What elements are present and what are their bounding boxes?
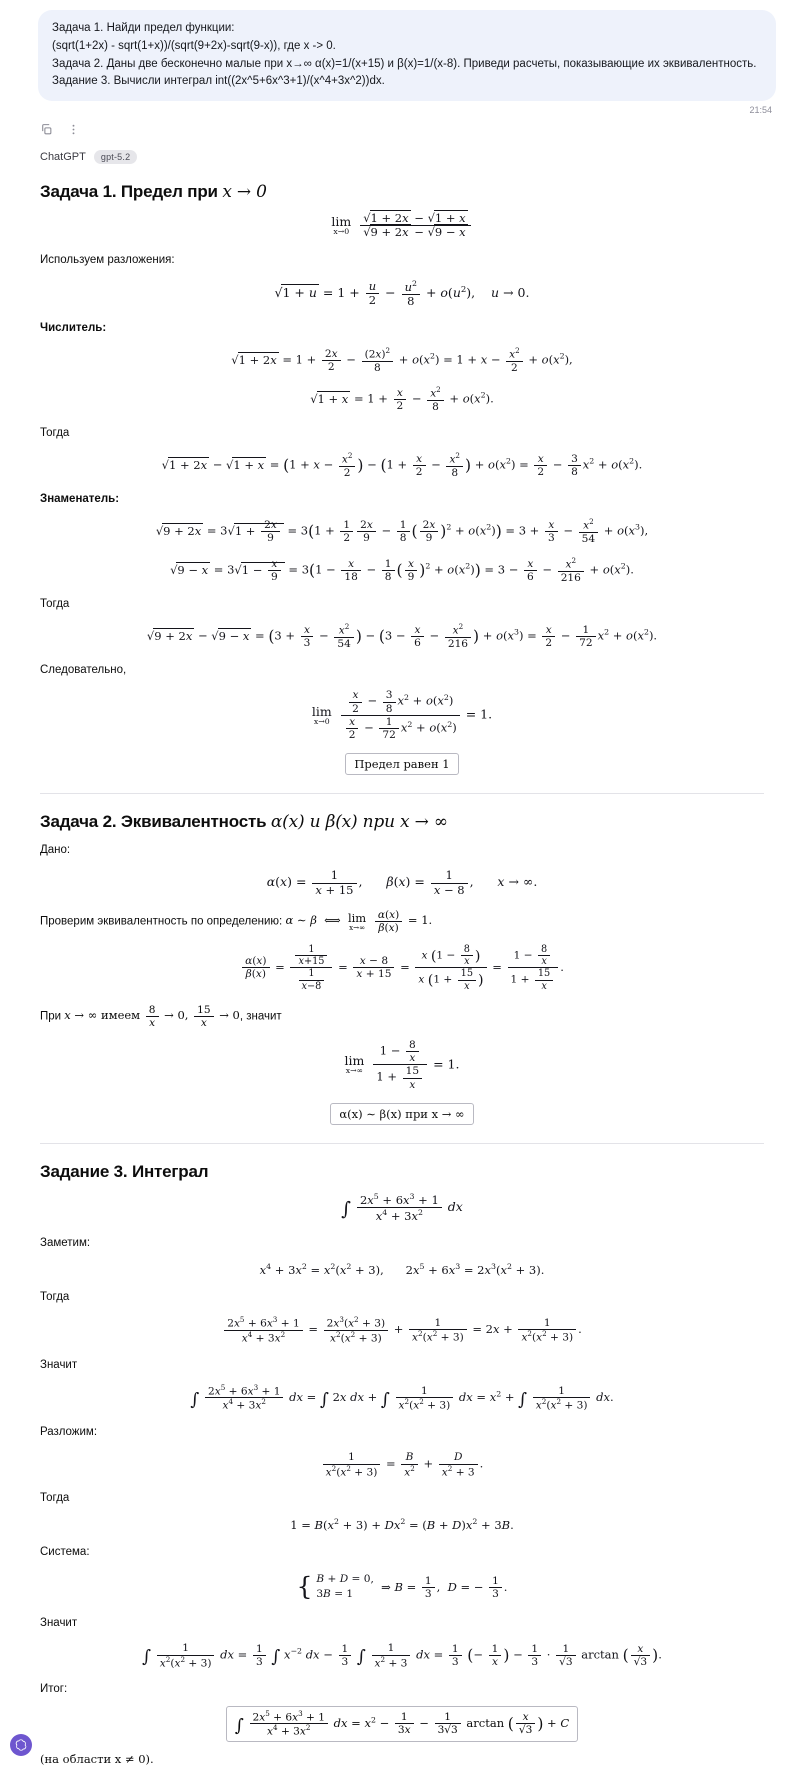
equation-split-fraction: $\frac{2x^5 + 6x^3 + 1}{x^4 + 3x^2}$ = $\frac{2x^3(x^2 + 3)}{x^2(x^2 + 3)}$ + $\frac{1}{x^2(x^2 + 3)}$ = 2x + $\frac{1}{x^2(x^2 + 3)}$ .: [40, 1316, 764, 1344]
equation-numerator-1: √1 + 2x = 1 + $\frac{2x}{2}$ − $\frac{(2x)^2}{8}$ + $o(x^2) = 1 + x$ − $\frac{x^2}{2}$ + $o(x^2)$,: [231, 346, 573, 375]
result-box-task3-wrap: [40, 1706, 764, 1742]
section-divider-2: [40, 1143, 764, 1144]
equation-factorization: $x^4 + 3x^2 = x^2(x^2 + 3)$, $2x^5 + 6x^3 = 2x^3(x^2 + 3)$.: [259, 1262, 545, 1277]
label-system: Система:: [40, 1546, 90, 1559]
section-heading-task3: Задание 3. Интеграл: [40, 1161, 209, 1181]
result-box-task2: α(x) ∼ β(x) при x → ∞: [330, 1103, 473, 1125]
equation-system: { B + D = 0, 3B = 1 ⇒ B = $\frac{1}{3}$ , D = − $\frac{1}{3}$ .: [296, 1572, 508, 1602]
label-then-1: Тогда: [40, 427, 70, 440]
equation-limit-result: lim x→0 $\frac{x}{2}$ − $\frac{3}{8}$ $x^2 + o(x^2)$ $\frac{x}{2}$ − $\frac{1}{72}$ $x^2 + o(x^2)$ = 1.: [311, 689, 493, 741]
equation-ratio-derivation: $\frac{\alpha(x)}{\beta(x)}$ = $\frac{\frac{1}{x+15}}{\frac{1}{x-8}}$ = $\frac{x - 8}{x + 15}$ = x (1 − $\frac{8}{x}$ ) x (1 + $\frac{15}{x}$ ) = 1 − $\frac{8}{x}$ 1 + $\frac{15}{x}$ .: [40, 944, 764, 992]
assistant-message: [40, 150, 764, 1742]
label-then-4: Тогда: [40, 1492, 70, 1505]
label-total: Итог:: [40, 1683, 68, 1696]
equation-sqrt-expansion: √1 + u = 1 + $\frac{u}{2}$ − $\frac{u^2}{8}$ + $o(u^2)$, u → 0.: [274, 278, 530, 308]
heading-math-task1: x → 0: [222, 182, 267, 203]
user-message-line-3: Задача 2. Даны две бесконечно малые при x→∞ α(x)=1/(x+15) и β(x)=1/(x-8). Приведи расчеты, показывающие их эквивалентность.: [52, 57, 757, 70]
equation-denominator-difference: √9 + 2x − √9 − x = (3 + $\frac{x}{3}$ − $\frac{x^2}{54}$ ) − (3 − $\frac{x}{6}$ − $\frac{x^2}{216}$ ) + $o(x^3)$ = $\frac{x}{2}$ − $\frac{1}{72}$ $x^2 + o(x^2)$.: [146, 622, 658, 651]
label-check-equivalence-text: Проверим эквивалентность по определению:: [40, 915, 283, 928]
result-box-task1-wrap: [40, 753, 764, 775]
equation-denominator-1: √9 + 2x = 3√1 + $\frac{2x}{9}$ = 3(1 + $\frac{1}{2}$ $\frac{2x}{9}$ − $\frac{1}{8}$ ( $\frac{2x}{9}$ )$^2 + o(x^2)) = 3$ + $\frac{x}{3}$ − $\frac{x^2}{54}$ + $o(x^3)$,: [155, 517, 649, 546]
equation-partial-fractions: $\frac{1}{x^2(x^2 + 3)}$ = $\frac{B}{x^2}$ + $\frac{D}{x^2 + 3}$ .: [40, 1451, 764, 1478]
heading-text-task2: Задача 2. Эквивалентность: [40, 812, 271, 832]
chat-page: [0, 10, 788, 1786]
equation-alpha-beta-def: α(x) = $\frac{1}{x + 15}$ , β(x) = $\frac{1}{x - 8}$ , x → ∞.: [266, 868, 538, 897]
equation-integral-main: ∫ $\frac{2x^5 + 6x^3 + 1}{x^4 + 3x^2}$ dx: [341, 1191, 463, 1223]
label-use-expansions: Используем разложения:: [40, 253, 175, 266]
equation-limit-ratio: lim x→∞ 1 − $\frac{8}{x}$ 1 + $\frac{15}{x}$ = 1.: [344, 1039, 460, 1091]
label-therefore: Следовательно,: [40, 664, 127, 677]
user-message-line-1: Задача 1. Найди предел функции:: [52, 22, 235, 34]
label-means-2: Значит: [40, 1617, 78, 1630]
label-denominator: Знаменатель:: [40, 493, 120, 506]
label-then-2: Тогда: [40, 598, 70, 611]
result-box-task1: Предел равен 1: [345, 753, 458, 775]
section-heading-task2: [40, 812, 764, 832]
equation-final-antiderivative: ∫ $\frac{1}{x^2(x^2 + 3)}$ dx = $\frac{1}{3}$ ∫ $x^{-2}$ dx − $\frac{1}{3}$ ∫ $\frac{1}{x^2 + 3}$ dx = $\frac{1}{3}$ (− $\frac{1}{x}$ ) − $\frac{1}{3}$ · $\frac{1}{√3}$ arctan ( $\frac{x}{√3}$ ).: [142, 1642, 662, 1670]
label-given: Дано:: [40, 844, 71, 857]
label-note: Заметим:: [40, 1236, 91, 1249]
heading-text-task1: Задача 1. Предел при: [40, 182, 223, 202]
section-divider-1: [40, 793, 764, 794]
user-message-line-2: (sqrt(1+2x) - sqrt(1+x))/(sqrt(9+2x)-sqrt(9-x)), где x -> 0.: [52, 39, 336, 52]
result-box-task2-wrap: [40, 1103, 764, 1125]
message-timestamp: 21:54: [749, 105, 772, 116]
label-numerator: Числитель:: [40, 322, 107, 335]
copy-icon[interactable]: [40, 123, 53, 136]
label-means-1: Значит: [40, 1358, 78, 1371]
equation-denominator-2: √9 − x = 3√1 − $\frac{x}{9}$ = 3(1 − $\frac{x}{18}$ − $\frac{1}{8}$ ( $\frac{x}{9}$ )$^2 + o(x^2)) = 3$ − $\frac{x}{6}$ − $\frac{x^2}{216}$ + $o(x^2)$.: [170, 556, 634, 584]
equation-identity: $1 = B(x^2 + 3) + Dx^2 = (B + D)x^2 + 3B$.: [290, 1517, 514, 1533]
equation-limit-main: lim x→0 $\frac{√1 + 2x - √1 + x}{√9 + 2x - √9 - x}$: [40, 212, 764, 239]
assistant-name: ChatGPT: [40, 151, 86, 164]
assistant-avatar: [10, 1734, 32, 1756]
label-check-equivalence: Проверим эквивалентность по определению: α ∼ β ⟺ lim x→∞ $\frac{\alpha(x)}{\beta(x)}$ = 1.: [40, 908, 433, 934]
result-box-task3: ∫ $\frac{2x^5 + 6x^3 + 1}{x^4 + 3x^2}$ dx = $x^2$ − $\frac{1}{3x}$ − $\frac{1}{3√3}$ arctan ( $\frac{x}{√3}$ ) + C: [226, 1706, 578, 1742]
footnote: (на области x ≠ 0).: [40, 1751, 154, 1766]
label-at-infinity-suffix: , значит: [239, 1010, 282, 1023]
equation-numerator-2: √1 + x = 1 + $\frac{x}{2}$ − $\frac{x^2}{8}$ + $o(x^2)$.: [310, 385, 494, 413]
user-message-bubble: [38, 10, 776, 101]
user-message-line-4: Задание 3. Вычисли интеграл int((2x^5+6x^3+1)/(x^4+3x^2))dx.: [52, 75, 385, 88]
message-actions: [40, 123, 788, 136]
assistant-header: [40, 150, 764, 164]
equation-numerator-difference: √1 + 2x − √1 + x = (1 + x − $\frac{x^2}{2}$ ) − (1 + $\frac{x}{2}$ − $\frac{x^2}{8}$ ) + $o(x^2)$ = $\frac{x}{2}$ − $\frac{3}{8}$ $x^2 + o(x^2)$.: [161, 451, 643, 480]
heading-math-task2: α(x) и β(x) при x → ∞: [270, 812, 448, 833]
label-at-infinity: При x → ∞ имеем $\frac{8}{x}$ → 0, $\frac{15}{x}$ → 0, значит: [40, 1003, 282, 1029]
section-heading-task1: [40, 182, 764, 202]
label-decompose: Разложим:: [40, 1426, 98, 1439]
equation-integral-split: ∫ $\frac{2x^5 + 6x^3 + 1}{x^4 + 3x^2}$ dx = ∫ 2x dx + ∫ $\frac{1}{x^2(x^2 + 3)}$ dx = $x^2$ + ∫ $\frac{1}{x^2(x^2 + 3)}$ dx.: [190, 1382, 614, 1412]
more-options-icon[interactable]: [67, 123, 80, 136]
label-at-infinity-prefix: При: [40, 1010, 65, 1023]
model-badge: gpt-5.2: [94, 150, 137, 164]
label-then-3: Тогда: [40, 1290, 70, 1303]
